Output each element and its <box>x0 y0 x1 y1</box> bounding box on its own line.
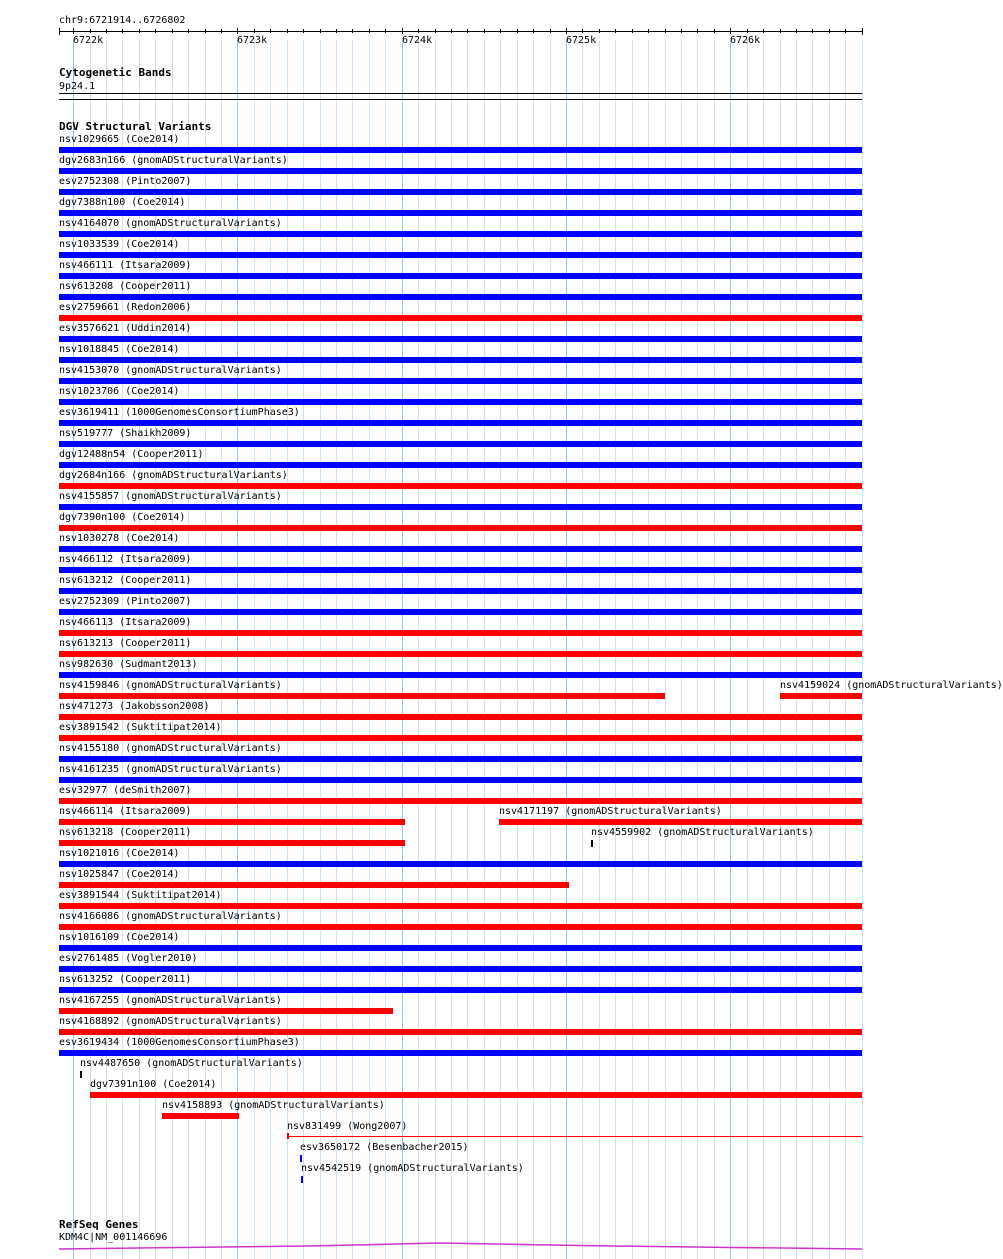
variant-feature[interactable] <box>59 987 862 993</box>
variant-label: esv2761485 (Vogler2010) <box>59 953 198 964</box>
variant-feature[interactable] <box>59 651 862 657</box>
refseq-gene-label: KDM4C|NM_001146696 <box>59 1232 168 1243</box>
ruler-minor-tick <box>648 29 649 33</box>
variant-feature[interactable] <box>59 378 862 384</box>
cytoband-band-line[interactable] <box>59 93 862 94</box>
ruler-major-tick <box>402 28 403 34</box>
variant-feature[interactable] <box>59 966 862 972</box>
variant-label: nsv4164070 (gnomADStructuralVariants) <box>59 218 282 229</box>
variant-feature[interactable] <box>59 546 862 552</box>
ruler-minor-tick <box>780 29 781 33</box>
variant-feature[interactable] <box>499 819 862 825</box>
variant-feature[interactable] <box>80 1071 82 1078</box>
variant-feature[interactable] <box>59 399 862 405</box>
variant-label: nsv466111 (Itsara2009) <box>59 260 192 271</box>
variant-label: nsv519777 (Shaikh2009) <box>59 428 192 439</box>
ruler-minor-tick <box>369 29 370 33</box>
refseq-track-title: RefSeq Genes <box>59 1218 139 1231</box>
variant-label: nsv613208 (Cooper2011) <box>59 281 192 292</box>
ruler-minor-tick <box>451 29 452 33</box>
cytoband-label: 9p24.1 <box>59 81 96 92</box>
ruler-minor-tick <box>254 29 255 33</box>
ruler-minor-tick <box>352 29 353 33</box>
variant-label: nsv466112 (Itsara2009) <box>59 554 192 565</box>
variant-feature[interactable] <box>59 777 862 783</box>
ruler-minor-tick <box>221 29 222 33</box>
ruler-minor-tick <box>320 29 321 33</box>
variant-feature[interactable] <box>59 189 862 195</box>
variant-feature[interactable] <box>59 231 862 237</box>
ruler-minor-tick <box>484 29 485 33</box>
ruler-minor-tick <box>582 29 583 33</box>
variant-feature[interactable] <box>59 588 862 594</box>
variant-label: nsv4168892 (gnomADStructuralVariants) <box>59 1016 282 1027</box>
variant-feature[interactable] <box>59 210 862 216</box>
ruler-minor-tick <box>467 29 468 33</box>
variant-label: nsv4158893 (gnomADStructuralVariants) <box>162 1100 385 1111</box>
variant-label: esv3650172 (Besenbacher2015) <box>300 1142 469 1153</box>
ruler-major-tick <box>566 28 567 34</box>
variant-label: esv3619434 (1000GenomesConsortiumPhase3) <box>59 1037 300 1048</box>
variant-label: dgv7388n100 (Coe2014) <box>59 197 186 208</box>
ruler-end-tick <box>862 28 863 35</box>
ruler-minor-tick <box>188 29 189 33</box>
ruler-minor-tick <box>714 29 715 33</box>
variant-feature[interactable] <box>59 924 862 930</box>
variant-label: dgv12488n54 (Cooper2011) <box>59 449 204 460</box>
variant-feature[interactable] <box>59 714 862 720</box>
ruler-minor-tick <box>500 29 501 33</box>
variant-label: nsv982630 (Sudmant2013) <box>59 659 198 670</box>
ruler-minor-tick <box>632 29 633 33</box>
variant-feature[interactable] <box>59 483 862 489</box>
variant-label: nsv613212 (Cooper2011) <box>59 575 192 586</box>
variant-label: nsv613252 (Cooper2011) <box>59 974 192 985</box>
variant-label: nsv613218 (Cooper2011) <box>59 827 192 838</box>
ruler-minor-tick <box>829 29 830 33</box>
variant-feature[interactable] <box>59 567 862 573</box>
ruler-minor-tick <box>812 29 813 33</box>
variant-label: nsv4167255 (gnomADStructuralVariants) <box>59 995 282 1006</box>
variant-label: nsv1030278 (Coe2014) <box>59 533 180 544</box>
refseq-gene-line <box>59 1243 862 1249</box>
variant-label: nsv1033539 (Coe2014) <box>59 239 180 250</box>
ruler-tick-label: 6723k <box>237 35 268 46</box>
variant-label: nsv4487650 (gnomADStructuralVariants) <box>80 1058 303 1069</box>
variant-label: nsv4159024 (gnomADStructuralVariants) <box>780 680 1003 691</box>
variant-feature[interactable] <box>59 504 862 510</box>
variant-feature[interactable] <box>287 1136 862 1137</box>
variant-label: nsv1018845 (Coe2014) <box>59 344 180 355</box>
variant-label: nsv1016109 (Coe2014) <box>59 932 180 943</box>
variant-label: nsv4171197 (gnomADStructuralVariants) <box>499 806 722 817</box>
ruler-range-label: chr9:6721914..6726802 <box>59 15 186 26</box>
variant-feature[interactable] <box>59 1029 862 1035</box>
variant-label: nsv1029665 (Coe2014) <box>59 134 180 145</box>
ruler-minor-tick <box>122 29 123 33</box>
variant-feature[interactable] <box>591 840 593 847</box>
ruler-minor-tick <box>697 29 698 33</box>
variant-label: dgv7391n100 (Coe2014) <box>90 1079 217 1090</box>
variant-label: esv2752309 (Pinto2007) <box>59 596 192 607</box>
variant-feature[interactable] <box>59 420 862 426</box>
variant-label: nsv471273 (Jakobsson2008) <box>59 701 210 712</box>
ruler-minor-tick <box>681 29 682 33</box>
ruler-minor-tick <box>747 29 748 33</box>
ruler-minor-tick <box>106 29 107 33</box>
ruler-minor-tick <box>139 29 140 33</box>
ruler-minor-tick <box>533 29 534 33</box>
ruler-minor-tick <box>796 29 797 33</box>
variant-feature[interactable] <box>59 168 862 174</box>
ruler-tick-label: 6722k <box>73 35 104 46</box>
variant-label: nsv4542519 (gnomADStructuralVariants) <box>301 1163 524 1174</box>
variant-label: nsv831499 (Wong2007) <box>287 1121 408 1132</box>
variant-feature[interactable] <box>59 525 862 531</box>
variant-label: esv2752308 (Pinto2007) <box>59 176 192 187</box>
variant-label: esv32977 (deSmith2007) <box>59 785 192 796</box>
variant-feature[interactable] <box>300 1155 302 1162</box>
ruler-minor-tick <box>303 29 304 33</box>
variant-feature[interactable] <box>59 357 862 363</box>
variant-feature[interactable] <box>59 273 862 279</box>
variant-feature[interactable] <box>59 294 862 300</box>
variant-label: nsv4559902 (gnomADStructuralVariants) <box>591 827 814 838</box>
ruler-tick-label: 6724k <box>402 35 433 46</box>
ruler-minor-tick <box>172 29 173 33</box>
variant-feature[interactable] <box>59 693 665 699</box>
dgv-track-title: DGV Structural Variants <box>59 120 212 133</box>
ruler-minor-tick <box>763 29 764 33</box>
variant-feature[interactable] <box>59 945 862 951</box>
variant-feature[interactable] <box>301 1176 303 1183</box>
variant-feature[interactable] <box>59 903 862 909</box>
variant-label: nsv4155857 (gnomADStructuralVariants) <box>59 491 282 502</box>
ruler-minor-tick <box>435 29 436 33</box>
variant-feature[interactable] <box>59 1050 862 1056</box>
variant-feature[interactable] <box>59 798 862 804</box>
ruler-minor-tick <box>845 29 846 33</box>
variant-feature[interactable] <box>59 336 862 342</box>
ruler-tick-label: 6725k <box>566 35 597 46</box>
variant-label: esv3891542 (Suktitipat2014) <box>59 722 222 733</box>
variant-feature[interactable] <box>59 861 862 867</box>
variant-feature[interactable] <box>59 315 862 321</box>
variant-label: nsv4161235 (gnomADStructuralVariants) <box>59 764 282 775</box>
refseq-gene-model[interactable] <box>0 1240 890 1259</box>
ruler-minor-tick <box>205 29 206 33</box>
variant-label: nsv1023706 (Coe2014) <box>59 386 180 397</box>
ruler-axis <box>59 31 862 32</box>
variant-feature[interactable] <box>59 147 862 153</box>
variant-label: esv3619411 (1000GenomesConsortiumPhase3) <box>59 407 300 418</box>
variant-label: dgv2684n166 (gnomADStructuralVariants) <box>59 470 288 481</box>
variant-label: esv3576621 (Uddin2014) <box>59 323 192 334</box>
ruler-major-tick <box>73 28 74 34</box>
variant-feature[interactable] <box>59 441 862 447</box>
ruler-minor-tick <box>287 29 288 33</box>
variant-feature[interactable] <box>59 252 862 258</box>
variant-feature[interactable] <box>59 735 862 741</box>
variant-feature[interactable] <box>780 693 862 699</box>
ruler-minor-tick <box>90 29 91 33</box>
variant-label: nsv1025847 (Coe2014) <box>59 869 180 880</box>
ruler-minor-tick <box>418 29 419 33</box>
ruler-minor-tick <box>550 29 551 33</box>
ruler-major-tick <box>237 28 238 34</box>
variant-feature[interactable] <box>162 1113 239 1119</box>
ruler-minor-tick <box>155 29 156 33</box>
ruler-end-tick <box>59 28 60 35</box>
variant-feature[interactable] <box>90 1092 862 1098</box>
variant-feature[interactable] <box>59 819 405 825</box>
ruler-tick-label: 6726k <box>730 35 761 46</box>
variant-feature[interactable] <box>59 1008 393 1014</box>
ruler-minor-tick <box>665 29 666 33</box>
variant-label: nsv4159846 (gnomADStructuralVariants) <box>59 680 282 691</box>
ruler-minor-tick <box>385 29 386 33</box>
ruler-minor-tick <box>599 29 600 33</box>
variant-label: esv3891544 (Suktitipat2014) <box>59 890 222 901</box>
variant-label: nsv4155180 (gnomADStructuralVariants) <box>59 743 282 754</box>
ruler-minor-tick <box>270 29 271 33</box>
variant-label: nsv613213 (Cooper2011) <box>59 638 192 649</box>
variant-feature[interactable] <box>59 756 862 762</box>
variant-label: dgv2683n166 (gnomADStructuralVariants) <box>59 155 288 166</box>
ruler-major-tick <box>730 28 731 34</box>
variant-label: esv2759661 (Redon2006) <box>59 302 192 313</box>
variant-label: nsv466114 (Itsara2009) <box>59 806 192 817</box>
track-divider <box>59 99 862 100</box>
variant-feature[interactable] <box>59 462 862 468</box>
variant-label: nsv4166086 (gnomADStructuralVariants) <box>59 911 282 922</box>
variant-feature[interactable] <box>59 672 862 678</box>
ruler-minor-tick <box>517 29 518 33</box>
variant-feature[interactable] <box>59 609 862 615</box>
cytoband-track-title: Cytogenetic Bands <box>59 66 172 79</box>
variant-feature[interactable] <box>59 882 569 888</box>
variant-label: nsv466113 (Itsara2009) <box>59 617 192 628</box>
variant-feature[interactable] <box>59 630 862 636</box>
ruler-minor-tick <box>615 29 616 33</box>
variant-label: dgv7390n100 (Coe2014) <box>59 512 186 523</box>
variant-label: nsv4153070 (gnomADStructuralVariants) <box>59 365 282 376</box>
variant-feature[interactable] <box>59 840 405 846</box>
variant-label: nsv1021016 (Coe2014) <box>59 848 180 859</box>
ruler-minor-tick <box>336 29 337 33</box>
